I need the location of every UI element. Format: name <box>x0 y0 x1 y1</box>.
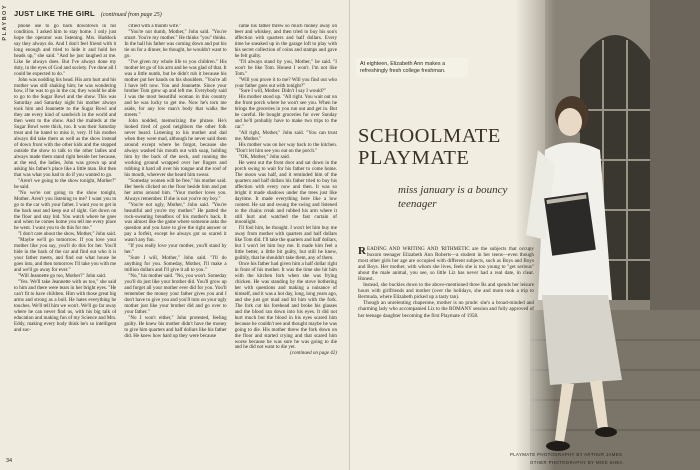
feature-body-text <box>358 246 534 319</box>
feature-body <box>358 246 534 319</box>
body-paragraph: Instead, she buckles down to the above-mentioned three Rs and spends her leisure hours with girlfriends and mother (over the holidays, she and mom took a trip to Bermuda, where Elizabeth picked up a tasty tan). <box>358 282 534 301</box>
paragraph: "Will you prove it to me? Will you find out who your father goes out with tonight?" <box>234 76 337 89</box>
right-page <box>350 0 700 470</box>
paragraph: "Someday women will be free," his mother said. Her heels clicked on the floor beside him and put her arms around him. "Your mother loves you. Always remember. If she is not you're my boy." <box>124 177 227 202</box>
drop-cap: R <box>358 245 366 257</box>
paragraph: "Sure I will, Mother. Didn't I say I would?" <box>238 88 327 95</box>
paragraph: "If you really love your mother, you'll stand by her." <box>124 243 227 256</box>
paragraph: "I'll always stand by you, Mother," he said. "I won't be like Tom. Honest I won't. I'm not like Tom." <box>234 58 337 77</box>
paragraph: I'll fool him, he thought. I won't let him buy me away from mother with quarters and half dollars like Tom did. I'll take the quarters and half dollars, but I won't let him buy me. It made him feel a little better, a little bit guilty, but still he knew, guiltily, that he shouldn't take them, any of them. <box>234 225 337 262</box>
feature-subtitle: miss january is a bouncy teenager <box>398 184 508 210</box>
paragraph: His mother stood up. "All right. You wait out on the front porch where he won't see you. When he brings the groceries in you run out and get in. But be careful. He bought groceries for over Sunday and he'll probably have to make two trips to the car." <box>234 94 337 131</box>
paragraph: "Maybe we'll go tomorrow. If you love your mother like you say, you'll do this for her. You'll hide in the back of the car and find out who it is your father meets, and find out what house he goes into, and then tomorrow I'll take you with me and we'll go away for ever." <box>14 237 117 274</box>
paragraph: "You're not dumb, Mother," John said. "You're smart. You're my mother." He thinks "you" thinks. In the hall his father was coming down and put his tie on for a dinner, he thought, he wouldn't want to go. <box>124 28 227 59</box>
figure-skirt <box>542 295 622 385</box>
column-3 <box>235 24 337 454</box>
paragraph: He went out the front door and sat down in the porch swing to wait for his father to come home. The moon was half, and it reminded him of the quarters and half dollars his father tried to buy his affection with every now and then. It was so bright it made shadows under the trees just like daytime. It made everything here like a low contest. He sat and swung the swing and listened to the chains creak and rubbed his arm where it still hurt and watched the fast curtain of moonlight. <box>234 159 337 226</box>
figure-shoe-right <box>595 427 617 437</box>
article-header <box>14 9 337 21</box>
column-2 <box>124 24 226 454</box>
paragraph: "Aren't we going to the show tonight, Mother?" he said. <box>14 177 117 190</box>
paragraph: "Sure I will, Mother," John said. "I'll do anything for you. Someday, Mother, I'll make a million dollars and I'll give it all to you." <box>124 255 227 274</box>
paragraph: "No," his mother said. "No, you won't. Someday you'll do just like your brother did. You'll grow up and forget all your mother ever did for you. You'll remember the money your father gives you and I don't have to give you and you'll turn on your ugly mother just like your brother did and go over to your father." <box>124 273 227 315</box>
page-number: 34 <box>6 458 13 464</box>
paragraph: "I've given my whole life to you children." His mother let go of his arm and he was glad of that. It was a little numb, but he didn't rub it because his mother put her hands on his shoulders. "You're all I have left now. You and Jeannette. Since your brother Tom grew up and left me. Everybody said I was the most beautiful woman in this country and he was lucky to get me. Now he's torn me aside, for any low man's body that walks the streets." <box>124 58 227 119</box>
figure-shoe-left <box>546 441 570 451</box>
paragraph: His mother was on her way back to the kitchen. "Don't let him see you out on the porch." <box>234 142 337 155</box>
paragraph: "Will Jeannette go too, Mother?" John said. <box>18 273 107 280</box>
paragraph: John nodded, memorizing the phrase. He's looked tired of good neighbors the other folk never heard. Listening to his mother and dad when they were mad, although he never said them around except where he forgot, because she always washed his mouth out with soap, holding him by the back of the neck, and running the working ground wrapped over her fingers and rubbing it hard all over his tongue and the roof of his mouth, wherever she heard him swear. <box>124 118 227 178</box>
paragraph: "Yes. We'll take Jeannette with us too," she said to him and there were tears in her bright eyes. "He can't fit to have children. Him with those great big arms and strong as a bull. He hates everything he touches. We'll tell him we won't. We'll go far away where he can never find us, with his big talk of education and making fun of my Science and Mrs. Eddy, making every body think he's so intelligent and suc- <box>14 278 117 333</box>
other-photo-credit: OTHER PHOTOGRAPHY BY MIKE SHEA <box>530 460 623 465</box>
paragraph: John was nodding his head. His arm hurt and his mother was still shaking him; he was wondering how, if he was to go in the car, they would be able to go to the Sugar Bowl and the show. This was Saturday and Saturday night his mother always took him and Jeannette to the Sugar Bowl and they ate every kind of sandwich in the world and then went to the show. And the malteds at the Sugar Bowl were thick, too. It was their Saturday treat and he hated to miss it, very. If his mother always did take them as well as the show instead of down front with the other kids and the stopped outside the show to talk to the other ladies and always made them stand right beside her because, at the end, the ladies, John was grown up and asking his father's place like a little man. But then that was what you had to do if you wanted to go. <box>14 76 117 178</box>
paragraph: "OK, Mother," John said. <box>238 153 290 160</box>
feature-title-line-2: PLAYMATE <box>358 147 470 169</box>
paragraph: "No we're not going to the show tonight, Mother. Aren't you listening to me? I want you to go to the car with your father. I want you to get in the back seat and keep out of sight. Get down on the floor and stay hid. You watch where he goes and when he comes home you tell me every place he went. I want you to do this for me." <box>14 189 117 232</box>
article-columns <box>14 24 337 454</box>
figure-face <box>558 108 582 136</box>
paragraph: phone use to go back downtown in his condition. I asked him to stay home. I only just hope the operator was listening. Mrs. Haddock say they always do. And I don't feel friend with it long enough and tried to hide it and hold her heads up," she said. "And he just laughed at me. Like he always does. But I've always done my duty, in the eyes of God and society. I've done all I could be expected to do." <box>14 24 117 77</box>
body-paragraph: Though an unrelenting chaperone, mother is no prude: she's a broad-minded and charming lady who accompanied Liz to the ROMANY session and fully approved of her teenage daughter becoming the first Playmate of 1958. <box>358 300 534 319</box>
paragraph: Once his father had given him a half dollar right in front of his mother. It was the time she hit him with the kitchen fork when she was frying chicken. He was standing by the stove bothering her with questions and making a nuisance of himself, and it was a hot day, long, long years ago, and she just got mad and hit him with the fork. The fork cut his forehead and broke his glasses and the blood ran down into his eyes. It did not hurt much but the blood in his eyes scared him because he couldn't see and thought maybe he was going to die. His mother threw the fork down on the floor and started crying and that scared him worse because he was sure he was going to die and he did not want to die yet. <box>234 261 337 351</box>
photo-credit: PLAYMATE PHOTOGRAPHY BY ARTHUR JAMES <box>510 452 623 457</box>
continued-on: (continued on page 42) <box>290 350 337 357</box>
paragraph: "No I won't either," John protested, feeling guilty. He knew his mother didn't have the money to give him quarters and half dollars like his father did. He knew how hard up they were because <box>124 314 227 339</box>
paragraph: "All right, Mother," John said. "You can trust me, Mother." <box>234 130 337 143</box>
paragraph: cified with a thumb wife." <box>128 24 182 29</box>
body-paragraph: EADING AND WRITING AND 'RITHMETIC are the subjects that occupy buxom teenager Elizabeth Ann Roberts—a student in her teens—even though most other girls her age are occupied with different subjects, such as Boys and Boys and Boys. Her mother, with whom she lives, feels she is too young to "get serious" about the male animal, you see, so little Liz has never had a real date, in clear. Honest. <box>358 246 534 283</box>
paragraph: "I don't care about the show, Mother," John said. <box>18 231 116 238</box>
photo-caption: At eighteen, Elizabeth Ann makes a refreshingly fresh college freshman. <box>356 58 468 77</box>
feature-title-line-1: SCHOOLMATE <box>358 125 501 147</box>
paragraph: came his father threw so much money away on beer and whiskey, and then tried to buy his son's affection with quarters and half dollars. Every time he sneaked up in the garage loft to play with his secret collection of coins and stamps and gave he felt guilty. <box>234 24 337 59</box>
column-1 <box>14 24 116 454</box>
paragraph: "You're not ugly, Mother," John said. "You're beautiful and you're my mother." He patted the rock-sweating breadbox of his mother's back. It was almost like the game where someone asks the question and you have to give the right answer or pay a forfeit, except he always got so scared it wasn't any fun. <box>124 201 227 244</box>
article-title: JUST LIKE THE GIRL <box>14 9 95 18</box>
continued-from: (continued from page 25) <box>100 12 162 18</box>
feature-title <box>358 125 501 169</box>
side-label: PLAYBOY <box>2 4 8 41</box>
